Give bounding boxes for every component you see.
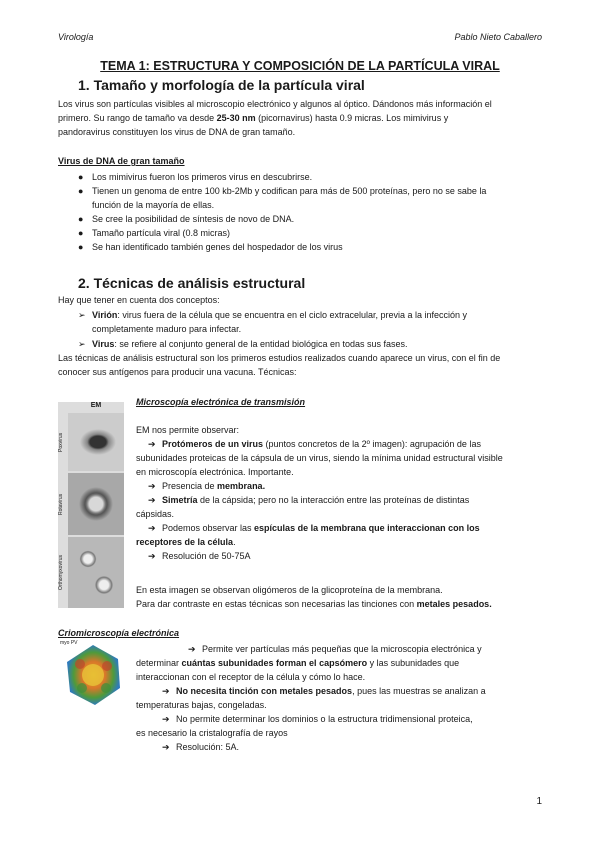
section-2-intro: Hay que tener en cuenta dos conceptos: bbox=[58, 295, 220, 305]
concept-virus: ➢ Virus: se refiere al conjunto general de la entidad biológica en todas sus fases. bbox=[78, 339, 408, 349]
list-item: ● Tamaño partícula viral (0.8 micras) bbox=[78, 228, 231, 238]
orthomyxovirus-micrograph bbox=[68, 537, 124, 608]
list-item: ➔ Protómeros de un virus (puntos concretos de la 2º imagen): agrupación de las bbox=[148, 439, 481, 449]
list-item: ➔ No necesita tinción con metales pesados, pues las muestras se analizan a bbox=[162, 686, 486, 696]
arrow-icon: ➔ bbox=[148, 439, 156, 449]
cryo-em-figure bbox=[58, 640, 128, 710]
list-item: ➔ Presencia de membrana. bbox=[148, 481, 266, 491]
list-item: ● Tienen un genoma de entre 100 kb-2Mb y codifican para más de 500 proteínas, pero no se sabe la bbox=[78, 186, 487, 196]
list-item: ➔ Permite ver partículas más pequeñas que la microscopia electrónica y bbox=[188, 644, 482, 654]
arrow-icon: ➔ bbox=[148, 481, 156, 491]
list-item: ● Se cree la posibilidad de síntesis de novo de DNA. bbox=[78, 214, 295, 224]
large-dna-virus-list bbox=[78, 170, 544, 254]
virus-capsid-icon bbox=[58, 640, 128, 710]
tem-notes: En esta imagen se observan oligómeros de la glicoproteína de la membrana. Para dar contraste en estas técnicas son necesarias las tinciones con metales pesados. bbox=[136, 585, 492, 609]
arrow-icon: ➔ bbox=[148, 495, 156, 505]
concept-virion: ➢ Virión: virus fuera de la célula que se encuentra en el ciclo extracelular, previa a la infección y completamente maduro para infectar. bbox=[78, 310, 468, 334]
arrow-icon: ➔ bbox=[188, 644, 196, 654]
list-item: ➔ Resolución: 5A. bbox=[162, 742, 240, 752]
list-item: ➔ No permite determinar los dominios o la estructura tridimensional proteica, bbox=[162, 714, 473, 724]
cryo-em-description: ➔ Permite ver partículas más pequeñas que la microscopia electrónica y determinar cuántas subunidades forman el capsómero y las subunidades que interaccionan con el receptor de la célula y cómo lo hace. ➔ No necesita tinción con metales pesados, pues las muestras se analizan a temperaturas bajas, congeladas. ➔ No permite determinar los dominios o la estructura tridimensional proteica, es necesario la cristalografía de rayos ➔ Resolución: 5A. bbox=[136, 642, 544, 754]
list-item: ➔ Simetría de la cápsida; pero no la interacción entre las proteínas de distintas bbox=[148, 495, 470, 505]
list-item: ● Los mimivirus fueron los primeros virus en descubrirse. bbox=[78, 172, 313, 182]
orthomyxovirus-label: Orthomyxovirus bbox=[58, 555, 64, 591]
subsection-tem: Microscopía electrónica de transmisión bbox=[136, 397, 306, 407]
list-item-continuation: función de la mayoría de ellas. bbox=[92, 200, 215, 210]
tem-observations: EM nos permite observar: ➔ Protómeros de un virus (puntos concretos de la 2º imagen): agrupación de las subunidades proteicas de la cápsula de un virus, siendo la mínima unidad estructural visible en microscopía electrónica. Importante. ➔ Presencia de membrana. ➔ Simetría de la cápsida; pero no la interacción entre las proteínas de distintas cápsidas. ➔ Podemos observar las espículas de la membrana que interaccionan con los receptores de la célula. ➔ Resolución de 50-75A bbox=[136, 423, 544, 563]
section-2-heading: 2. Técnicas de análisis estructural bbox=[78, 275, 306, 291]
header-author: Pablo Nieto Caballero bbox=[454, 32, 542, 42]
section-1-paragraph: Los virus son partículas visibles al microscopio electrónico y algunos al óptico. Dándonos más información el primero. Su rango de tamaño va desde 25-30 nm (picornavirus) hasta 0.9 micras. Los mimivirus y pandoravirus constituyen los virus de DNA de gran tamaño. bbox=[58, 99, 492, 137]
arrow-icon: ➔ bbox=[162, 714, 170, 724]
list-item: ➔ Resolución de 50-75A bbox=[148, 551, 251, 561]
page-number: 1 bbox=[536, 796, 542, 807]
list-item: ● Se han identificado también genes del hospedador de los virus bbox=[78, 242, 343, 252]
poxvirus-micrograph bbox=[68, 413, 124, 471]
page-title: TEMA 1: ESTRUCTURA Y COMPOSICIÓN DE LA PARTÍCULA VIRAL bbox=[100, 59, 500, 73]
pointer-icon: ➢ bbox=[78, 339, 86, 349]
rotavirus-micrograph bbox=[68, 473, 124, 535]
rotavirus-label: Rotavirus bbox=[58, 493, 64, 515]
arrow-icon: ➔ bbox=[148, 551, 156, 561]
pointer-icon: ➢ bbox=[78, 310, 86, 320]
em-micrograph-figure bbox=[58, 402, 124, 608]
list-item: ➔ Podemos observar las espículas de la membrana que interaccionan con los bbox=[148, 523, 480, 533]
em-figure-title: EM bbox=[90, 402, 102, 409]
arrow-icon: ➔ bbox=[162, 686, 170, 696]
section-1-heading: 1. Tamaño y morfología de la partícula viral bbox=[78, 77, 365, 93]
subsection-large-dna-virus: Virus de DNA de gran tamaño bbox=[58, 156, 185, 166]
subsection-cryo-em: Criomicroscopía electrónica bbox=[58, 628, 180, 638]
cryo-figure-label: myo PV bbox=[60, 640, 78, 646]
arrow-icon: ➔ bbox=[162, 742, 170, 752]
header-subject: Virología bbox=[58, 32, 94, 42]
poxvirus-label: Poxvirus bbox=[58, 432, 64, 452]
arrow-icon: ➔ bbox=[148, 523, 156, 533]
techniques-paragraph: Las técnicas de análisis estructural son los primeros estudios realizados cuando aparece un virus, con el fin de conocer sus antígenos para producir una vacuna. Técnicas: bbox=[58, 353, 501, 377]
